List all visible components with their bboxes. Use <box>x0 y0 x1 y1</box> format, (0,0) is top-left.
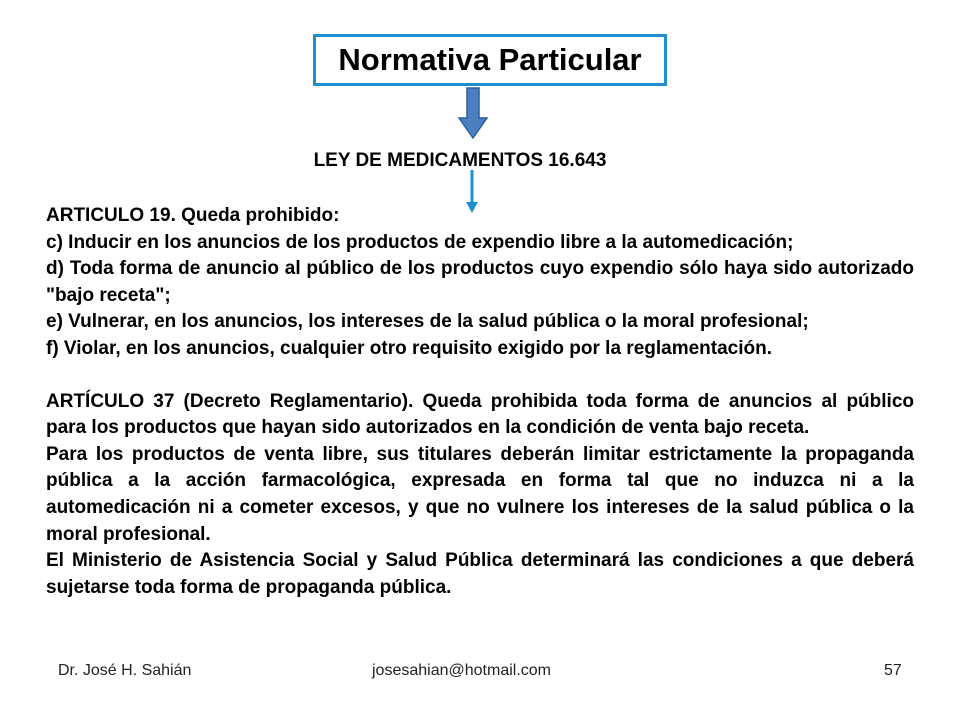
article-content <box>46 203 914 601</box>
law-title: LEY DE MEDICAMENTOS 16.643 <box>313 150 607 171</box>
footer-author: Dr. José H. Sahián <box>58 662 192 679</box>
page-title: Normativa Particular <box>313 34 667 86</box>
footer-email: josesahian@hotmail.com <box>372 662 551 679</box>
article19-item-f: f) Violar, en los anuncios, cualquier otro requisito exigido por la reglamentación. <box>46 337 773 359</box>
article37-paragraph-3: El Ministerio de Asistencia Social y Salud Pública determinará las condiciones a que deberá sujetarse toda forma de propaganda pública. <box>46 550 914 598</box>
page-number: 57 <box>884 662 902 679</box>
arrow-down-icon <box>456 86 490 142</box>
paragraph-gap <box>46 363 914 389</box>
article19-item-c: c) Inducir en los anuncios de los productos de expendio libre a la automedicación; <box>46 231 794 253</box>
article19-heading: ARTICULO 19. Queda prohibido: <box>46 205 340 226</box>
article19-item-e: e) Vulnerar, en los anuncios, los intereses de la salud pública o la moral profesional; <box>46 311 809 333</box>
article37-paragraph-1: ARTÍCULO 37 (Decreto Reglamentario). Queda prohibida toda forma de anuncios al público para los productos que hayan sido autorizados en la condición de venta bajo receta. <box>46 390 914 439</box>
article19-item-d: d) Toda forma de anuncio al público de los productos cuyo expendio sólo haya sido autorizado "bajo receta"; <box>46 258 914 306</box>
article37-paragraph-2: Para los productos de venta libre, sus titulares deberán limitar estrictamente la propaganda pública a la acción farmacológica, expresada en forma tal que no induzca ni a la automedicación ni a cometer excesos, y que no vulnere los intereses de la salud pública o la moral profesional. <box>46 443 914 545</box>
